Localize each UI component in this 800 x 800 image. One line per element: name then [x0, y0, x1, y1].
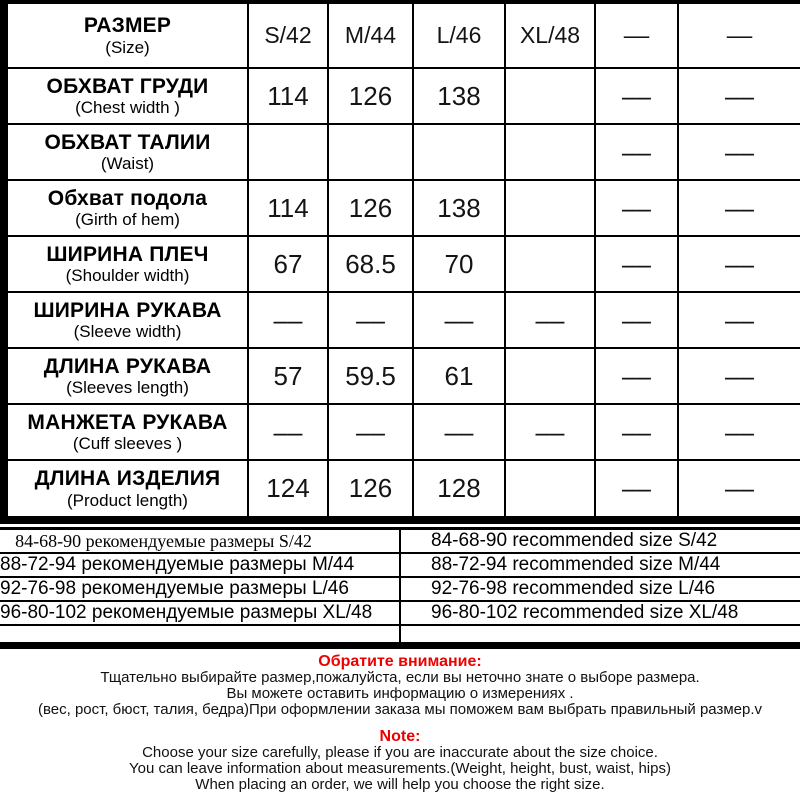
header-label-ru: РАЗМЕР — [83, 14, 172, 38]
row-label-cell — [8, 292, 248, 348]
value-cell — [505, 348, 595, 404]
table-row-shoulder — [8, 236, 800, 292]
value-cell — [505, 180, 595, 236]
value-cell — [413, 124, 505, 180]
size-column-header: –– — [678, 4, 800, 68]
row-label-cell — [8, 348, 248, 404]
table-row-sleeve-width — [8, 292, 800, 348]
recommended-ru: 84-68-90 рекомендуемые размеры S/42 — [0, 529, 400, 554]
table-row-hem — [8, 180, 800, 236]
size-column-header: XL/48 — [505, 4, 595, 68]
size-column-header: M/44 — [328, 4, 413, 68]
value-cell: –– — [505, 292, 595, 348]
row-label-cell — [8, 124, 248, 180]
row-label-ru: ДЛИНА ИЗДЕЛИЯ — [34, 467, 221, 491]
recommended-ru: 88-72-94 рекомендуемые размеры M/44 — [0, 553, 400, 577]
value-cell: –– — [595, 68, 678, 124]
value-cell — [505, 124, 595, 180]
table-row-product-length — [8, 460, 800, 516]
value-cell: 124 — [248, 460, 328, 516]
value-cell: –– — [678, 236, 800, 292]
table-row-waist — [8, 124, 800, 180]
notes-ru-line: Вы можете оставить информацию о измерениях . — [226, 684, 574, 702]
value-cell: –– — [678, 404, 800, 460]
recommended-sizes-table — [0, 527, 800, 649]
value-cell: –– — [595, 124, 678, 180]
value-cell: –– — [678, 180, 800, 236]
notes-en-line: When placing an order, we will help you choose the right size. — [195, 775, 605, 793]
value-cell: 128 — [413, 460, 505, 516]
recommended-row — [0, 529, 800, 554]
value-cell: 126 — [328, 68, 413, 124]
recommended-empty-row — [0, 625, 800, 645]
header-label-cell — [8, 4, 248, 68]
header-label-en: (Size) — [105, 37, 150, 57]
value-cell: –– — [328, 292, 413, 348]
value-cell: –– — [595, 236, 678, 292]
row-label-cell — [8, 460, 248, 516]
value-cell: –– — [595, 292, 678, 348]
value-cell: –– — [678, 292, 800, 348]
notes-ru-line: (вес, рост, бюст, талия, бедра)При оформлении заказа мы поможем вам выбрать правильный размер.v — [37, 700, 763, 718]
notes-ru-heading: Обратите внимание: — [318, 652, 482, 670]
value-cell: 126 — [328, 460, 413, 516]
row-label-ru: ШИРИНА ПЛЕЧ — [46, 242, 209, 266]
value-cell: –– — [678, 68, 800, 124]
row-label-en: (Waist) — [100, 154, 155, 174]
value-cell: 67 — [248, 236, 328, 292]
recommended-en: 96-80-102 recommended size XL/48 — [400, 601, 800, 625]
value-cell: –– — [328, 404, 413, 460]
value-cell: –– — [678, 460, 800, 516]
value-cell: 138 — [413, 68, 505, 124]
row-label-cell — [8, 236, 248, 292]
value-cell: –– — [413, 404, 505, 460]
size-column-header: L/46 — [413, 4, 505, 68]
value-cell: –– — [595, 460, 678, 516]
row-label-en: (Sleeve width) — [73, 322, 182, 342]
row-label-cell — [8, 68, 248, 124]
table-row-sleeve-length — [8, 348, 800, 404]
recommended-row — [0, 577, 800, 601]
value-cell: –– — [595, 348, 678, 404]
size-table — [8, 4, 800, 516]
value-cell: 61 — [413, 348, 505, 404]
notes-en-line: Choose your size carefully, please if you are inaccurate about the size choice. — [142, 743, 658, 761]
value-cell: 114 — [248, 180, 328, 236]
recommended-ru-empty — [0, 625, 400, 645]
value-cell — [505, 68, 595, 124]
value-cell: 57 — [248, 348, 328, 404]
notes-en-heading: Note: — [379, 727, 421, 745]
value-cell: 70 — [413, 236, 505, 292]
row-label-en: (Product length) — [67, 490, 188, 510]
notes-section — [0, 653, 800, 793]
row-label-en: (Chest width ) — [75, 98, 180, 118]
value-cell: –– — [505, 404, 595, 460]
value-cell: 126 — [328, 180, 413, 236]
value-cell: 68.5 — [328, 236, 413, 292]
row-label-ru: ШИРИНА РУКАВА — [33, 298, 222, 322]
row-label-ru: Обхват подола — [47, 186, 208, 210]
value-cell — [248, 124, 328, 180]
recommended-en: 92-76-98 recommended size L/46 — [400, 577, 800, 601]
value-cell: –– — [678, 124, 800, 180]
row-label-ru: ОБХВАТ ГРУДИ — [46, 74, 209, 98]
value-cell: –– — [248, 404, 328, 460]
value-cell — [328, 124, 413, 180]
row-label-ru: ОБХВАТ ТАЛИИ — [44, 130, 211, 154]
recommended-ru: 92-76-98 рекомендуемые размеры L/46 — [0, 577, 400, 601]
table-row-chest — [8, 68, 800, 124]
recommended-ru: 96-80-102 рекомендуемые размеры XL/48 — [0, 601, 400, 625]
row-label-ru: ДЛИНА РУКАВА — [43, 354, 212, 378]
recommended-row — [0, 601, 800, 625]
row-label-ru: МАНЖЕТА РУКАВА — [27, 410, 228, 434]
recommended-en: 88-72-94 recommended size M/44 — [400, 553, 800, 577]
table-header-row — [8, 4, 800, 68]
recommended-en-empty — [400, 625, 800, 645]
value-cell — [505, 460, 595, 516]
row-label-en: (Sleeves length) — [66, 378, 189, 398]
row-label-cell — [8, 180, 248, 236]
table-row-cuff — [8, 404, 800, 460]
row-label-en: (Girth of hem) — [75, 210, 180, 230]
value-cell: –– — [595, 404, 678, 460]
recommended-row — [0, 553, 800, 577]
size-column-header: S/42 — [248, 4, 328, 68]
size-column-header: –– — [595, 4, 678, 68]
value-cell: 59.5 — [328, 348, 413, 404]
value-cell: 114 — [248, 68, 328, 124]
notes-ru-line: Тщательно выбирайте размер,пожалуйста, если вы неточно знате о выборе размера. — [100, 668, 700, 686]
value-cell: –– — [248, 292, 328, 348]
value-cell — [505, 236, 595, 292]
value-cell: –– — [678, 348, 800, 404]
row-label-en: (Shoulder width) — [65, 266, 190, 286]
value-cell: –– — [595, 180, 678, 236]
row-label-en: (Cuff sleeves ) — [72, 434, 183, 454]
row-label-cell — [8, 404, 248, 460]
recommended-en: 84-68-90 recommended size S/42 — [431, 530, 718, 551]
value-cell: –– — [413, 292, 505, 348]
notes-en-line: You can leave information about measurements.(Weight, height, bust, waist, hips) — [129, 759, 671, 777]
value-cell: 138 — [413, 180, 505, 236]
